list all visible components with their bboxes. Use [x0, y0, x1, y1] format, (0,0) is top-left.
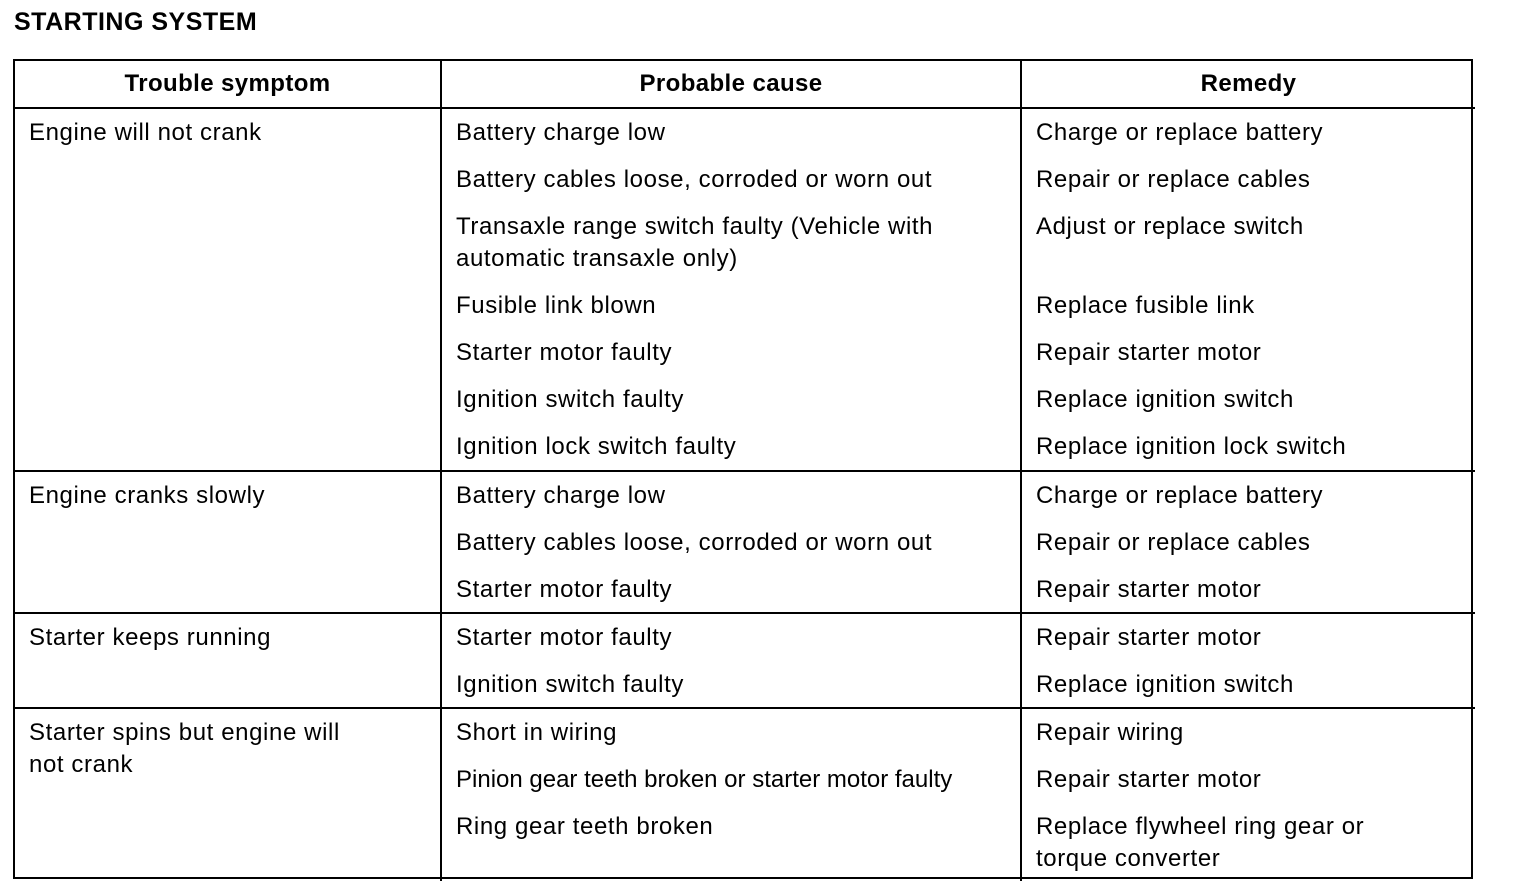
- remedy-cell: [1021, 613, 1475, 708]
- symptom-group-engine-will-not-crank: [15, 108, 1475, 471]
- cause-item: Pinion gear teeth broken or starter motor faulty: [456, 766, 953, 793]
- symptom-text: Engine cranks slowly: [29, 482, 266, 509]
- symptom-group-engine-cranks-slowly: [15, 471, 1475, 613]
- cause-item: Ring gear teeth broken: [456, 813, 714, 840]
- symptom-text: Starter keeps running: [29, 624, 272, 651]
- header-trouble-symptom: Trouble symptom: [15, 61, 441, 108]
- troubleshooting-table: [15, 61, 1475, 881]
- cause-item: Battery charge low: [456, 482, 666, 509]
- symptom-group-starter-spins: [15, 708, 1475, 881]
- header-remedy: Remedy: [1021, 61, 1475, 108]
- remedy-item: Replace ignition switch: [1036, 386, 1294, 413]
- remedy-cell: [1021, 108, 1475, 471]
- remedy-item: Replace flywheel ring gear or torque converter: [1036, 813, 1365, 872]
- cause-item: Ignition switch faulty: [456, 671, 684, 698]
- remedy-item: Replace fusible link: [1036, 292, 1255, 319]
- remedy-item: Repair starter motor: [1036, 576, 1262, 603]
- symptom-cell: [15, 108, 441, 471]
- symptom-text: Starter spins but engine will not crank: [29, 719, 340, 778]
- remedy-item: Repair starter motor: [1036, 766, 1262, 793]
- cause-item: Fusible link blown: [456, 292, 657, 319]
- cause-cell: [441, 108, 1021, 471]
- troubleshooting-table-frame: [13, 59, 1473, 879]
- symptom-cell: [15, 613, 441, 708]
- remedy-item: Replace ignition lock switch: [1036, 433, 1347, 460]
- remedy-item: Repair or replace cables: [1036, 529, 1311, 556]
- remedy-item: Repair starter motor: [1036, 624, 1262, 651]
- header-probable-cause: Probable cause: [441, 61, 1021, 108]
- remedy-cell: [1021, 708, 1475, 881]
- symptom-cell: [15, 471, 441, 613]
- symptom-cell: [15, 708, 441, 881]
- cause-item: Ignition lock switch faulty: [456, 433, 737, 460]
- cause-item: Transaxle range switch faulty (Vehicle with automatic transaxle only): [456, 213, 934, 272]
- remedy-item: Charge or replace battery: [1036, 482, 1324, 509]
- remedy-item: Adjust or replace switch: [1036, 213, 1304, 240]
- remedy-item: Repair wiring: [1036, 719, 1184, 746]
- symptom-text: Engine will not crank: [29, 119, 262, 146]
- cause-item: Starter motor faulty: [456, 576, 673, 603]
- remedy-item: Replace ignition switch: [1036, 671, 1294, 698]
- cause-cell: [441, 471, 1021, 613]
- cause-cell: [441, 708, 1021, 881]
- cause-item: Starter motor faulty: [456, 624, 673, 651]
- remedy-cell: [1021, 471, 1475, 613]
- page-title: STARTING SYSTEM: [14, 8, 258, 36]
- remedy-item: Repair or replace cables: [1036, 166, 1311, 193]
- cause-item: Ignition switch faulty: [456, 386, 684, 413]
- cause-cell: [441, 613, 1021, 708]
- cause-item: Battery charge low: [456, 119, 666, 146]
- symptom-group-starter-keeps-running: [15, 613, 1475, 708]
- header-row: [15, 61, 1475, 108]
- cause-item: Battery cables loose, corroded or worn out: [456, 529, 933, 556]
- cause-item: Short in wiring: [456, 719, 618, 746]
- cause-item: Battery cables loose, corroded or worn out: [456, 166, 933, 193]
- cause-item: Starter motor faulty: [456, 339, 673, 366]
- remedy-item: Repair starter motor: [1036, 339, 1262, 366]
- remedy-item: Charge or replace battery: [1036, 119, 1324, 146]
